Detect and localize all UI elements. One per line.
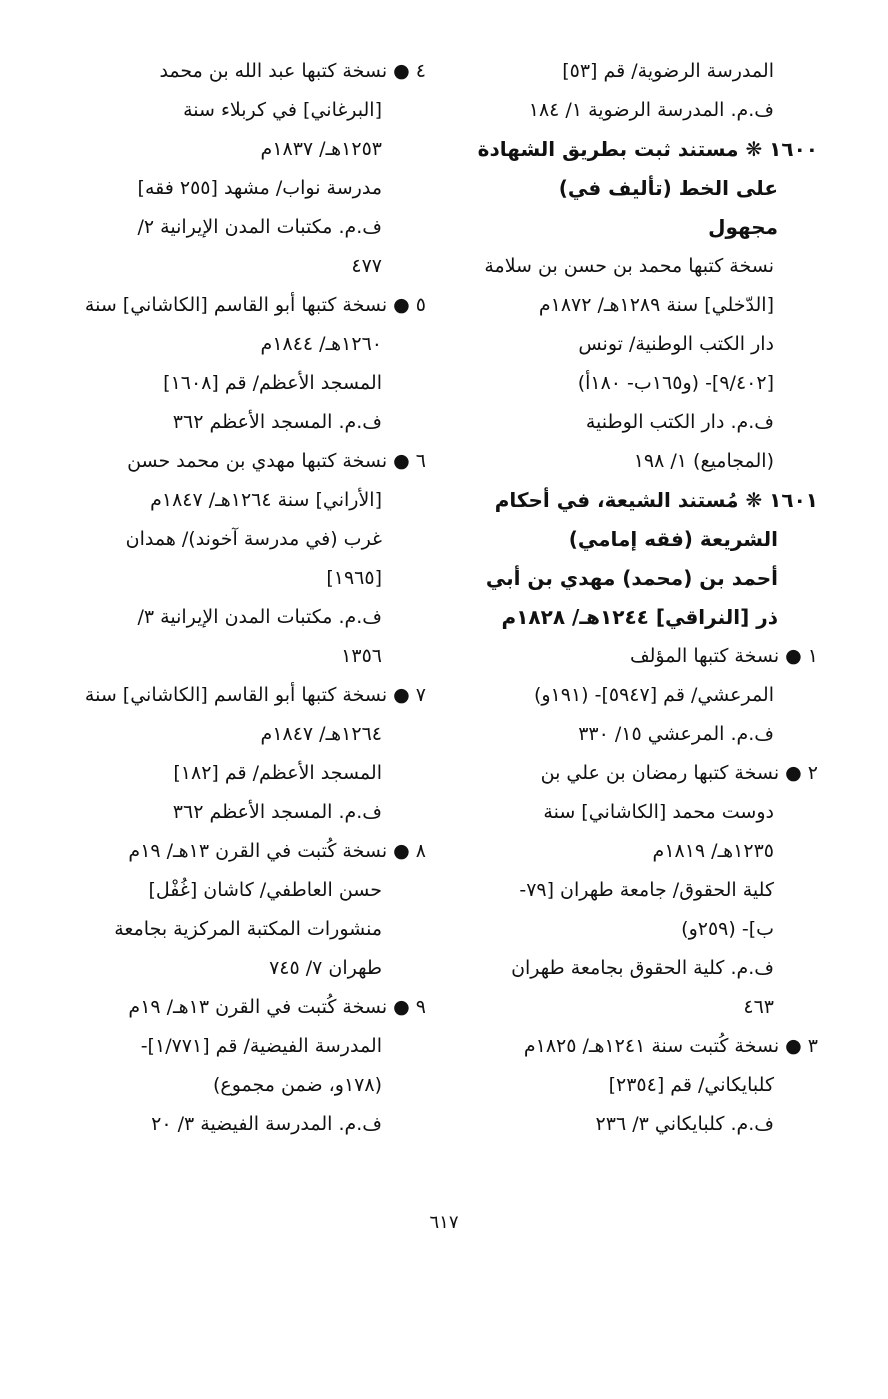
text-line: أحمد بن (محمد) مهدي بن أبي	[485, 566, 778, 590]
text-line: ٦ ● نسخة كتبها مهدي بن محمد حسن	[127, 450, 426, 472]
text-line: [الأراني] سنة ١٢٦٤هـ/ ١٨٤٧م	[150, 489, 382, 511]
text-line: ١٢٦٠هـ/ ١٨٤٤م	[260, 333, 382, 355]
text-line: ف.م. كلية الحقوق بجامعة طهران	[511, 957, 774, 979]
text-line: ١٦٠٠ ❋ مستند ثبت بطريق الشهادة	[477, 137, 818, 161]
text-line: ٣ ● نسخة كُتبت سنة ١٢٤١هـ/ ١٨٢٥م	[523, 1035, 818, 1057]
text-line: كلية الحقوق/ جامعة طهران [٧٩-	[519, 879, 774, 901]
text-line: مجهول	[708, 215, 778, 239]
text-line: [٩/٤٠٢]- (و١٦٥ب- ١٨٠أ)	[577, 372, 774, 394]
text-line: ف.م. المرعشي ١٥/ ٣٣٠	[578, 723, 774, 745]
text-line: ١٢٦٤هـ/ ١٨٤٧م	[260, 723, 382, 745]
text-line: ٥ ● نسخة كتبها أبو القاسم [الكاشاني] سنة	[84, 294, 426, 316]
text-line: ٧ ● نسخة كتبها أبو القاسم [الكاشاني] سنة	[84, 684, 426, 706]
text-line: مدرسة نواب/ مشهد [٢٥٥ فقه]	[137, 177, 382, 199]
text-line: [البرغاني] في كربلاء سنة	[183, 99, 382, 121]
text-line: ذر [النراقي] ١٢٤٤هـ/ ١٨٢٨م	[501, 605, 778, 629]
text-line: ١ ● نسخة كتبها المؤلف	[629, 645, 818, 667]
text-line: ٤٦٣	[743, 996, 774, 1018]
text-line: (١٧٨و، ضمن مجموع)	[212, 1074, 382, 1096]
text-line: ١٣٥٦	[341, 645, 382, 667]
text-line: [الدّخلي] سنة ١٢٨٩هـ/ ١٨٧٢م	[538, 294, 774, 316]
text-line: منشورات المكتبة المركزية بجامعة	[114, 918, 382, 940]
text-line: نسخة كتبها محمد بن حسن بن سلامة	[484, 255, 774, 277]
text-line: المسجد الأعظم/ قم [١٦٠٨]	[163, 372, 382, 394]
text-line: المسجد الأعظم/ قم [١٨٢]	[173, 762, 382, 784]
page-number: ٦١٧	[429, 1212, 459, 1233]
text-line: ب]- (٢٥٩و)	[681, 918, 774, 940]
text-line: الشريعة (فقه إمامي)	[568, 527, 778, 551]
text-line: ٩ ● نسخة كُتبت في القرن ١٣هـ/ ١٩م	[128, 996, 426, 1018]
text-line: ٨ ● نسخة كُتبت في القرن ١٣هـ/ ١٩م	[128, 840, 426, 862]
text-line: ١٢٣٥هـ/ ١٨١٩م	[652, 840, 774, 862]
text-line: دوست محمد [الكاشاني] سنة	[543, 801, 774, 823]
left-column	[74, 52, 426, 1144]
text-line: المدرسة الرضوية/ قم [٥٣]	[562, 60, 774, 82]
text-line: طهران ٧/ ٧٤٥	[269, 957, 382, 979]
text-line: ف.م. مكتبات المدن الإيرانية ٢/	[137, 216, 382, 238]
text-line: ١٢٥٣هـ/ ١٨٣٧م	[260, 138, 382, 160]
text-line: (المجاميع) ١/ ١٩٨	[633, 450, 774, 472]
text-line: حسن العاطفي/ كاشان [غُفْل]	[148, 879, 382, 901]
right-column	[472, 52, 818, 1144]
text-line: ف.م. المسجد الأعظم ٣٦٢	[172, 801, 382, 823]
text-line: كلبايكاني/ قم [٢٣٥٤]	[608, 1074, 774, 1096]
text-line: ف.م. المدرسة الفيضية ٣/ ٢٠	[151, 1113, 382, 1135]
text-line: المرعشي/ قم [٥٩٤٧]- (١٩١و)	[533, 684, 774, 706]
text-line: ٤ ● نسخة كتبها عبد الله بن محمد	[159, 60, 426, 82]
text-line: ف.م. دار الكتب الوطنية	[585, 411, 774, 433]
text-line: ف.م. المسجد الأعظم ٣٦٢	[172, 411, 382, 433]
text-line: غرب (في مدرسة آخوند)/ همدان	[125, 528, 382, 550]
text-line: ٤٧٧	[351, 255, 382, 277]
text-line: على الخط (تأليف في)	[558, 176, 778, 200]
text-line: دار الكتب الوطنية/ تونس	[578, 333, 774, 355]
text-line: المدرسة الفيضية/ قم [١/٧٧١]-	[140, 1035, 382, 1057]
text-line: ١٦٠١ ❋ مُستند الشيعة، في أحكام	[494, 488, 818, 512]
text-line: ف.م. المدرسة الرضوية ١/ ١٨٤	[528, 99, 774, 121]
text-line: ف.م. مكتبات المدن الإيرانية ٣/	[137, 606, 382, 628]
text-line: ٢ ● نسخة كتبها رمضان بن علي بن	[540, 762, 818, 784]
text-line: ف.م. كلبايكاني ٣/ ٢٣٦	[595, 1113, 774, 1135]
text-line: [١٩٦٥]	[326, 567, 382, 589]
